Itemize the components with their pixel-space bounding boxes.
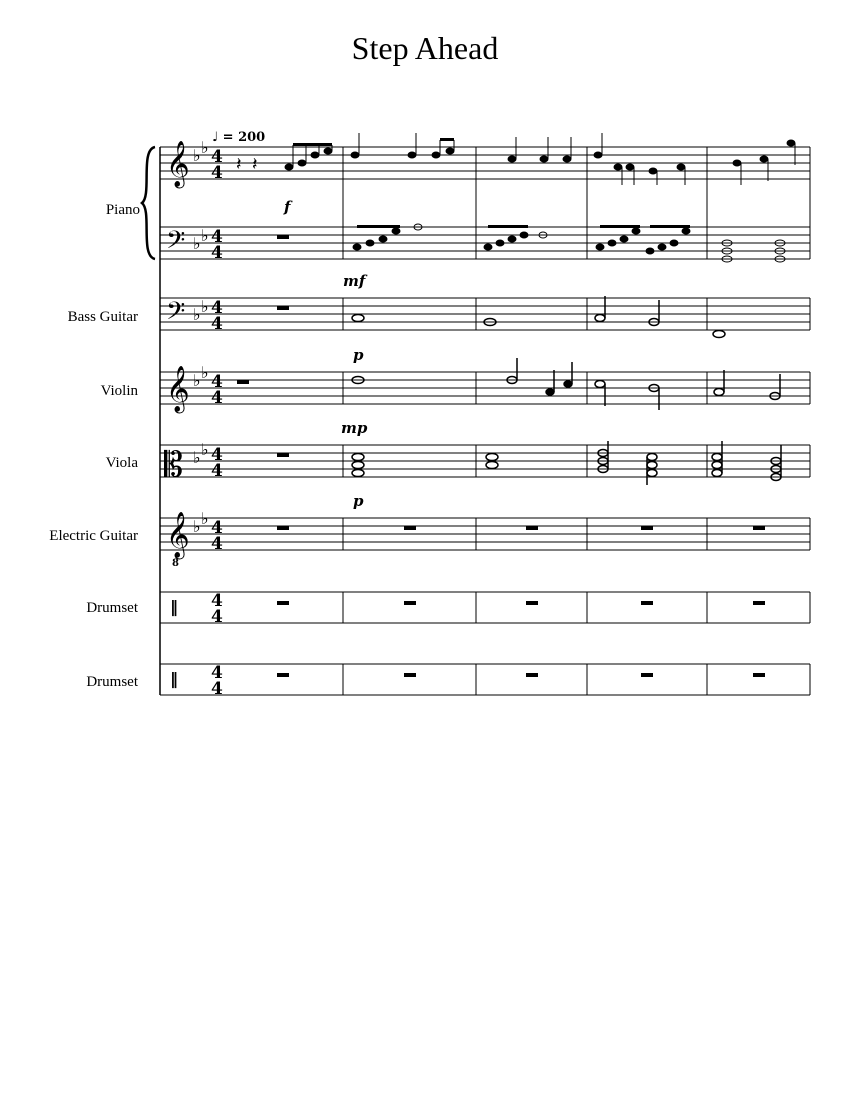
percussion-clef-icon-2: ‖ [170, 669, 178, 688]
svg-text:8: 8 [172, 558, 179, 569]
svg-text:4: 4 [211, 227, 223, 247]
svg-text:4: 4 [211, 445, 223, 465]
staff-electric-guitar [160, 518, 810, 550]
svg-text:♭: ♭ [201, 297, 209, 316]
instrument-label-bass: Bass Guitar [67, 309, 138, 325]
violin-notes [352, 358, 780, 410]
dynamic-piano-rh: f [284, 198, 291, 216]
svg-text:4: 4 [211, 147, 223, 167]
dynamic-bass: p [353, 346, 364, 364]
svg-text:4: 4 [211, 163, 223, 183]
svg-text:♭: ♭ [201, 138, 209, 157]
svg-text:♭: ♭ [193, 234, 201, 253]
bass-guitar-notes [352, 296, 725, 338]
bass-clef-icon-2: 𝄢 [166, 297, 186, 332]
svg-text:4: 4 [211, 534, 223, 554]
treble-clef-icon-2: 𝄞 [166, 366, 190, 412]
instrument-label-violin: Violin [100, 383, 138, 399]
svg-text:4: 4 [211, 679, 223, 699]
dynamic-piano-lh: mf [343, 272, 366, 290]
instrument-label-viola: Viola [105, 455, 138, 471]
svg-text:4: 4 [211, 607, 223, 627]
svg-text:4: 4 [211, 663, 223, 683]
barlines [343, 147, 810, 695]
svg-text:♭: ♭ [193, 371, 201, 390]
svg-text:♭: ♭ [193, 448, 201, 467]
svg-text:4: 4 [211, 372, 223, 392]
svg-text:4: 4 [211, 388, 223, 408]
svg-text:♭: ♭ [193, 146, 201, 165]
tempo-marking: ♩ = 200 [212, 130, 266, 145]
viola-notes [352, 441, 781, 485]
svg-text:♭: ♭ [201, 363, 209, 382]
svg-text:♭: ♭ [193, 305, 201, 324]
key-signatures [193, 138, 209, 536]
percussion-clef-icon: ‖ [170, 597, 178, 616]
svg-text:𝄽: 𝄽 [252, 154, 258, 175]
svg-text:4: 4 [211, 591, 223, 611]
svg-text:4: 4 [211, 243, 223, 263]
staff-violin [160, 372, 810, 404]
bass-clef-icon: 𝄢 [166, 226, 186, 261]
instrument-label-drumset-2: Drumset [86, 674, 138, 690]
svg-text:♭: ♭ [193, 517, 201, 536]
svg-text:♭: ♭ [201, 226, 209, 245]
treble-clef-8vb-icon: 𝄞 [166, 512, 190, 558]
instrument-label-drumset-1: Drumset [86, 600, 138, 616]
staff-bass-guitar [160, 298, 810, 330]
dynamic-violin: mp [341, 419, 368, 437]
svg-text:4: 4 [211, 314, 223, 334]
svg-text:4: 4 [211, 461, 223, 481]
treble-clef-icon: 𝄞 [166, 141, 190, 187]
whole-rests [237, 235, 765, 677]
instrument-label-electric-guitar: Electric Guitar [49, 528, 138, 544]
svg-text:4: 4 [211, 298, 223, 318]
alto-clef-icon: 𝄡 [164, 445, 183, 485]
dynamic-viola: p [353, 492, 364, 510]
piano-rh-notes [236, 133, 795, 185]
score-title: Step Ahead [351, 30, 499, 66]
instrument-label-piano: Piano [105, 202, 140, 218]
svg-text:4: 4 [211, 518, 223, 538]
piano-brace [142, 147, 155, 259]
svg-text:𝄽: 𝄽 [236, 154, 242, 175]
svg-text:♭: ♭ [201, 509, 209, 528]
staff-piano-bass [160, 227, 810, 259]
svg-text:♭: ♭ [201, 440, 209, 459]
time-signatures [211, 147, 223, 699]
